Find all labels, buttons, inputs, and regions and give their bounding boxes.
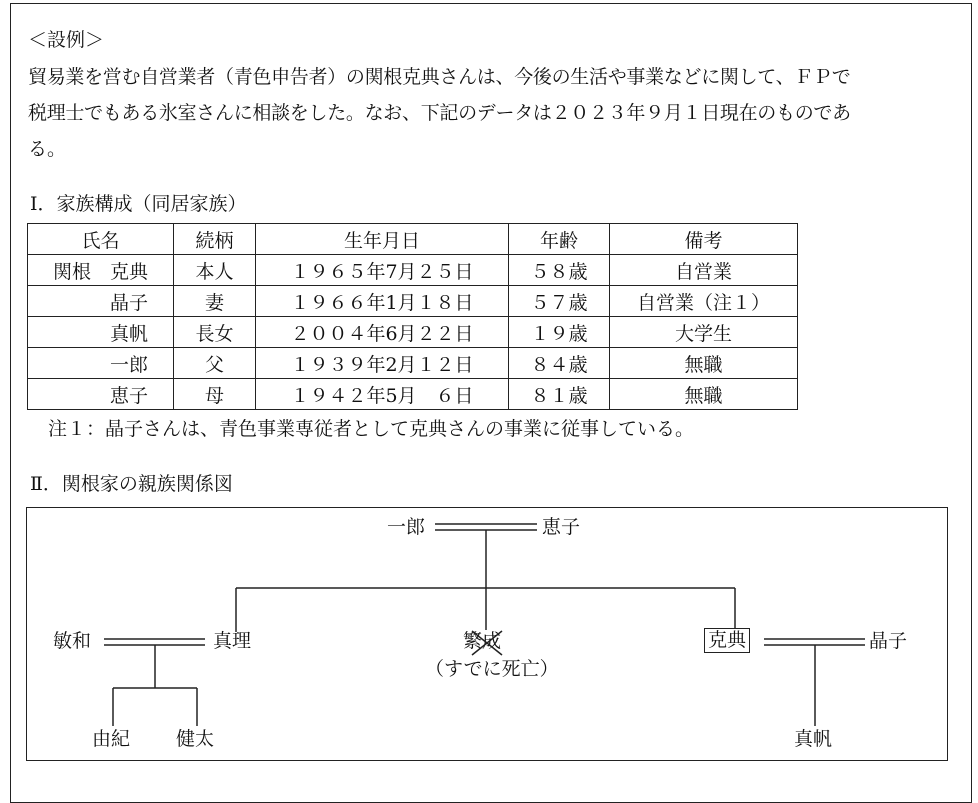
cell-birth: １９６５年7月２５日 [256,255,509,286]
cell-name: 晶子 [28,286,174,317]
cell-birth: １９４２年5月 ６日 [256,379,509,410]
cell-age: ８４歳 [509,348,610,379]
table-row [28,286,798,317]
table-row [28,379,798,410]
intro-line-3: る。 [28,138,67,160]
cell-birth: １９３９年2月１２日 [256,348,509,379]
header-name: 氏名 [28,224,174,255]
cell-age: １９歳 [509,317,610,348]
table-footnote: 注１：晶子さんは、青色事業専従者として克典さんの事業に従事している。 [48,418,695,440]
deceased-note: （すでに死亡） [425,658,559,680]
cell-age: ８１歳 [509,379,610,410]
cell-relation: 本人 [174,255,256,286]
person-katsunori: 克典 [704,628,750,653]
person-toshikazu: 敏和 [53,630,92,652]
cell-note: 無職 [610,348,798,379]
person-maho: 真帆 [794,728,833,750]
cell-relation: 妻 [174,286,256,317]
intro-line-1: 貿易業を営む自営業者（青色申告者）の関根克典さんは、今後の生活や事業などに関して、ＦＰで [28,66,851,88]
family-table [27,223,798,410]
table-row [28,255,798,286]
table-row [28,348,798,379]
cell-relation: 長女 [174,317,256,348]
cell-relation: 母 [174,379,256,410]
cell-name: 一郎 [28,348,174,379]
table-header-row [28,224,798,255]
person-kenta: 健太 [176,728,215,750]
cell-note: 無職 [610,379,798,410]
cell-birth: １９６６年1月１８日 [256,286,509,317]
header-relation: 続柄 [174,224,256,255]
cell-age: ５７歳 [509,286,610,317]
cell-name: 恵子 [28,379,174,410]
table-row [28,317,798,348]
section1-title: Ⅰ．家族構成（同居家族） [30,193,247,215]
person-akiko: 晶子 [869,630,908,652]
cell-note: 大学生 [610,317,798,348]
person-mari: 真理 [213,630,252,652]
person-keiko: 恵子 [542,516,581,538]
cell-name: 関根 克典 [28,255,174,286]
header-birth: 生年月日 [256,224,509,255]
section2-title: Ⅱ．関根家の親族関係図 [30,473,233,495]
person-yuki: 由紀 [92,728,131,750]
person-shigenari: 繁成 [463,630,502,652]
header-age: 年齢 [509,224,610,255]
cell-note: 自営業 [610,255,798,286]
person-ichiro: 一郎 [387,516,426,538]
cell-name: 真帆 [28,317,174,348]
cell-age: ５８歳 [509,255,610,286]
heading: ＜設例＞ [28,29,105,51]
family-tree-diagram [26,507,948,761]
cell-relation: 父 [174,348,256,379]
cell-note: 自営業（注１） [610,286,798,317]
header-note: 備考 [610,224,798,255]
cell-birth: ２００４年6月２２日 [256,317,509,348]
intro-line-2: 税理士でもある氷室さんに相談をした。なお、下記のデータは２０２３年９月１日現在のものであ [28,102,851,124]
deceased-cross-icon [466,627,506,657]
